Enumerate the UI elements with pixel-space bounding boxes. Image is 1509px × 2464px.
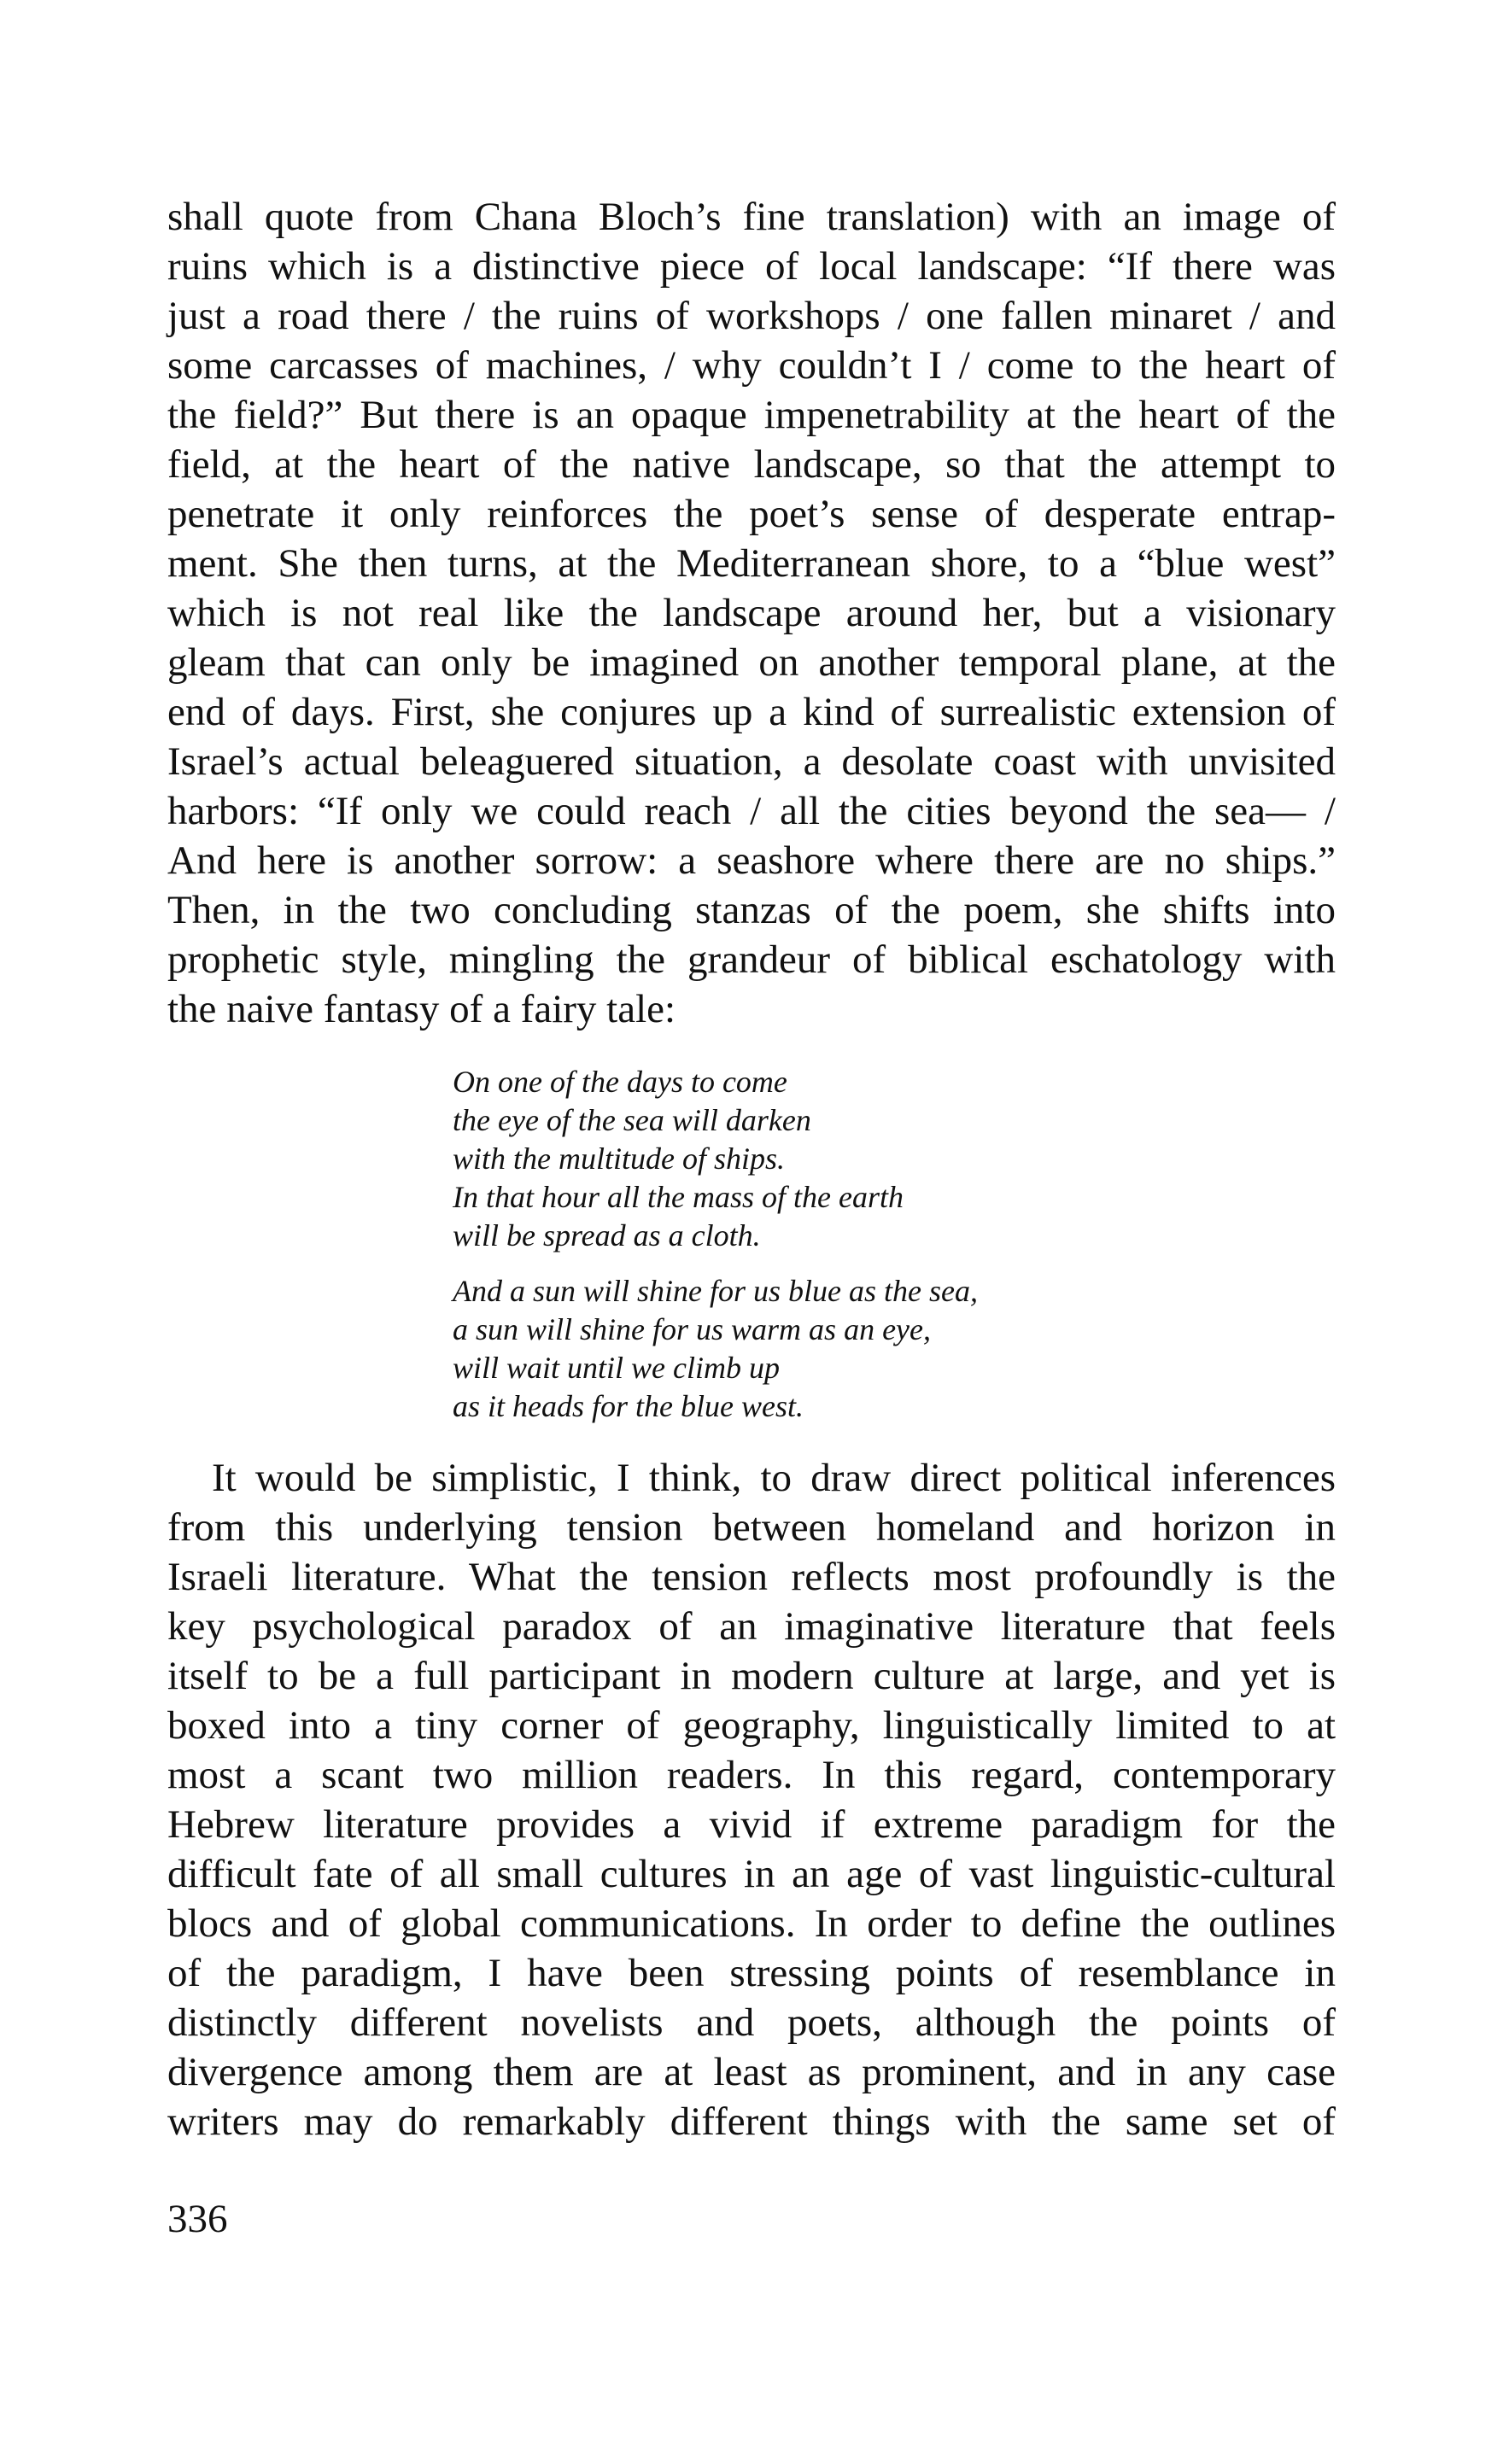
text-line: field, at the heart of the native landscape, so that the attempt to <box>167 442 1336 487</box>
text-line: prophetic style, mingling the grandeur of biblical eschatology with <box>167 937 1336 982</box>
poem-line: a sun will shine for us warm as an eye, <box>453 1312 932 1346</box>
text-line: of the paradigm, I have been stressing points of resemblance in <box>167 1951 1336 1995</box>
text-line: gleam that can only be imagined on another temporal plane, at the <box>167 640 1336 685</box>
text-line: shall quote from Chana Bloch’s fine translation) with an image of <box>167 195 1336 239</box>
text-line: Israeli literature. What the tension reflects most profoundly is the <box>167 1555 1336 1599</box>
text-line: key psychological paradox of an imaginative literature that feels <box>167 1604 1336 1649</box>
text-line: Israel’s actual beleaguered situation, a desolate coast with unvisited <box>167 739 1336 784</box>
poem-line: with the multitude of ships. <box>453 1141 786 1176</box>
text-line: And here is another sorrow: a seashore where there are no ships.” <box>167 838 1336 883</box>
text-line: the field?” But there is an opaque impenetrability at the heart of the <box>167 393 1336 437</box>
text-line: blocs and of global communications. In order to define the outlines <box>167 1901 1336 1946</box>
text-line: most a scant two million readers. In this regard, contemporary <box>167 1753 1336 1797</box>
text-line: end of days. First, she conjures up a kind of surrealistic extension of <box>167 690 1336 734</box>
text-line: penetrate it only reinforces the poet’s sense of desperate entrap- <box>167 492 1336 536</box>
text-line: difficult fate of all small cultures in an age of vast linguistic-cultural <box>167 1852 1336 1896</box>
text-line: Then, in the two concluding stanzas of the poem, she shifts into <box>167 888 1336 932</box>
text-line: distinctly different novelists and poets, although the points of <box>167 2000 1336 2045</box>
poem-line: And a sun will shine for us blue as the sea, <box>453 1274 978 1308</box>
text-line: boxed into a tiny corner of geography, linguistically limited to at <box>167 1703 1336 1748</box>
text-line: from this underlying tension between homeland and horizon in <box>167 1505 1336 1550</box>
poem-line: On one of the days to come <box>453 1065 787 1099</box>
poem-line: the eye of the sea will darken <box>453 1103 811 1137</box>
text-line: writers may do remarkably different things with the same set of <box>167 2099 1336 2144</box>
poem-stanza-1 <box>453 1063 904 1255</box>
text-line: It would be simplistic, I think, to draw direct political inferences <box>212 1456 1336 1500</box>
text-line: harbors: “If only we could reach / all the cities beyond the sea— / <box>167 789 1336 833</box>
text-line: ruins which is a distinctive piece of local landscape: “If there was <box>167 244 1336 289</box>
text-line: Hebrew literature provides a vivid if extreme paradigm for the <box>167 1802 1336 1847</box>
poem-line: In that hour all the mass of the earth <box>453 1180 904 1214</box>
text-line: itself to be a full participant in modern culture at large, and yet is <box>167 1654 1336 1698</box>
poem-line: as it heads for the blue west. <box>453 1389 804 1423</box>
text-line: just a road there / the ruins of workshops / one fallen minaret / and <box>167 294 1336 338</box>
text-line: ment. She then turns, at the Mediterranean shore, to a “blue west” <box>167 541 1336 586</box>
text-line: some carcasses of machines, / why couldn’t I / come to the heart of <box>167 343 1336 388</box>
text-line: divergence among them are at least as prominent, and in any case <box>167 2050 1336 2094</box>
body-paragraph-1 <box>167 192 1336 1034</box>
text-line: the naive fantasy of a fairy tale: <box>167 987 676 1031</box>
poem-stanza-2 <box>453 1272 978 1426</box>
body-paragraph-2 <box>167 1453 1336 2146</box>
text-line: which is not real like the landscape around her, but a visionary <box>167 591 1336 635</box>
poem-line: will be spread as a cloth. <box>453 1218 761 1252</box>
poem-line: will wait until we climb up <box>453 1351 781 1385</box>
page-number: 336 <box>167 2197 228 2241</box>
